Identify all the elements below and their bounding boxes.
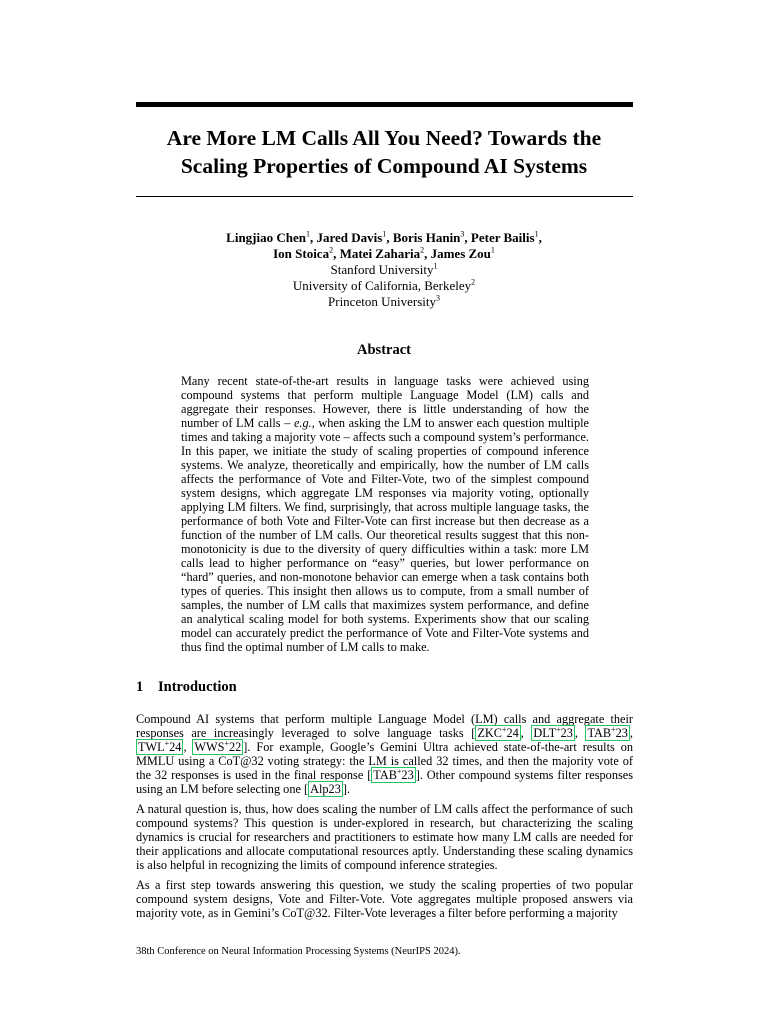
- paragraph: As a first step towards answering this question, we study the scaling properties of two popular compound system designs, Vote and Filter-Vote. Vote aggregates multiple proposed answers via majority vote, as in Gemini’s CoT@32. Filter-Vote leverages a filter before performing a majority: [136, 878, 633, 920]
- citation-link[interactable]: TAB+23: [587, 724, 628, 740]
- author: Lingjiao Chen$^1$: [226, 229, 310, 245]
- author: Ion Stoica$^2$: [273, 245, 334, 261]
- title-line-2: Scaling Properties of Compound AI Systems: [180, 154, 588, 178]
- affiliation: Princeton University$^3$: [328, 293, 440, 309]
- section-heading-introduction: [136, 679, 237, 696]
- abstract-heading: Abstract: [357, 342, 411, 358]
- author: Jared Davis$^1$: [316, 229, 387, 245]
- author-names: Lingjiao Chen$^1$, Jared Davis$^1$, Boris Hanin$^3$, Peter Bailis$^1$, Ion Stoica$^2$, Matei Zaharia$^2$, James Zou$^1$: [226, 229, 542, 261]
- section-title: Introduction: [158, 679, 237, 695]
- citation-link[interactable]: DLT+23: [533, 724, 573, 740]
- citation-link[interactable]: TAB+23: [373, 766, 414, 782]
- author: Boris Hanin$^3$: [392, 229, 465, 245]
- author-block: [100, 230, 668, 310]
- title-bottom-rule: [136, 196, 633, 197]
- section-number: 1: [136, 679, 144, 695]
- title-line-1: Are More LM Calls All You Need? Towards the: [166, 126, 602, 150]
- paragraph: Compound AI systems that perform multiple Language Model (LM) calls and aggregate their responses are increasingly leveraged to solve language tasks [ ZKC+24 , DLT+23 , TAB+23 , TWL+24 , WWS+22 ]. For example, Google’s Gemini Ultra achieved state-of-the-art results on MMLU using a CoT@32 voting strategy: the LM is called 32 times, and then the majority vote of the 32 responses is used in the final response [ TAB+23 ]. Other compound systems filter responses using an LM before selecting one [ Alp23 ].: [136, 712, 633, 796]
- affiliation: University of California, Berkeley$^2$: [292, 277, 476, 293]
- citation-link[interactable]: TWL+24: [138, 738, 182, 754]
- citation-link[interactable]: Alp23: [310, 782, 341, 796]
- introduction-body: [136, 712, 633, 926]
- paragraph: A natural question is, thus, how does scaling the number of LM calls affect the performance of such compound systems? This question is under-explored in research, but characterizing the scaling dynamics is crucial for researchers and practitioners to estimate how many LM calls are needed for their applications and allocate computational resources aptly. Understanding these scaling dynamics is also helpful in recognizing the limits of compound inference strategies.: [136, 802, 633, 872]
- citation-link[interactable]: WWS+22: [194, 738, 242, 754]
- title-top-rule: [136, 102, 633, 107]
- paper-title: [100, 124, 668, 180]
- citation-link[interactable]: ZKC+24: [477, 724, 519, 740]
- author: James Zou$^1$: [430, 245, 495, 261]
- author: Peter Bailis$^1$: [470, 229, 539, 245]
- conference-footnote: 38th Conference on Neural Information Processing Systems (NeurIPS 2024).: [136, 946, 461, 957]
- abstract-text: Many recent state-of-the-art results in language tasks were achieved using compound systems that perform multiple Language Model (LM) calls and aggregate their responses. However, there is little understanding of how the number of LM calls – e.g., when asking the LM to answer each question multiple times and taking a majority vote – affects such a compound system’s performance. In this paper, we initiate the study of scaling properties of compound inference systems. We analyze, theoretically and empirically, how the number of LM calls affects the performance of Vote and Filter-Vote, two of the simplest compound system designs, which aggregate LM responses via majority voting, optionally applying LM filters. We find, surprisingly, that across multiple language tasks, the performance of both Vote and Filter-Vote can first increase but then decrease as a function of the number of LM calls. Our theoretical results suggest that this non-monotonicity is due to the diversity of query difficulties within a task: more LM calls lead to higher performance on “easy” queries, but lower performance on “hard” queries, and non-monotone behavior can emerge when a task contains both types of queries. This insight then allows us to compute, from a small number of samples, the number of LM calls that maximizes system performance, and define an analytical scaling model for both systems. Experiments show that our scaling model can accurately predict the performance of Vote and Filter-Vote systems and thus find the optimal number of LM calls to make.: [181, 374, 589, 654]
- affiliation: Stanford University$^1$: [330, 261, 438, 277]
- author: Matei Zaharia$^2$: [339, 245, 425, 261]
